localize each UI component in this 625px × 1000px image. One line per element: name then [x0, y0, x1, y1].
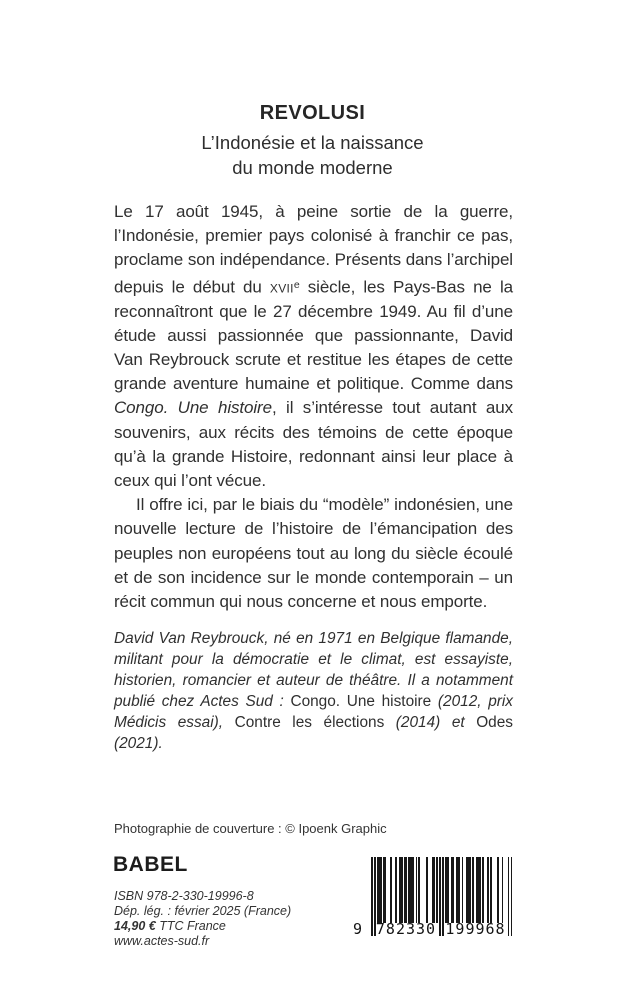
- barcode-bar: [462, 857, 464, 923]
- text-segment: siècle, les Pays-Bas ne la reconnaîtront que le 27 décembre 1949. Au fil d’une étude aussi passionnée que passionnante, David Van Reybrouck scrute et restitue les étapes de cette grande aventure humaine et politique. Comme dans: [114, 277, 513, 394]
- barcode-bar: [511, 857, 513, 936]
- text-segment: (2021).: [114, 735, 163, 753]
- text-segment: Il offre ici, par le biais du “modèle” indonésien, une nouvelle lecture de l’histoire de l’émancipation des peuples non européens tout au long du siècle écoulé et de son incidence sur le monde contemporain – un récit commun qui nous concerne et nous emporte.: [114, 495, 513, 611]
- text-segment: Contre les élections: [223, 714, 385, 732]
- author-bio: [114, 628, 513, 754]
- text-segment: Congo. Une histoire: [290, 693, 432, 711]
- text-segment: (2012, prix Médicis essai),: [114, 693, 513, 732]
- legal-block: [114, 889, 291, 949]
- barcode-bar: [479, 857, 481, 923]
- synopsis-paragraph: [114, 493, 513, 614]
- barcode-bar: [497, 857, 499, 923]
- title-block: [0, 102, 625, 180]
- barcode-bar: [472, 857, 474, 923]
- barcode-bar: [433, 857, 435, 923]
- text-segment: David Van Reybrouck, né en 1971 en Belgique flamande, militant pour la démocratie et le climat, est essayiste, historien, romancier et auteur de théâtre. Il a notamment publié chez Actes Sud :: [114, 630, 513, 711]
- barcode-bar: [390, 857, 392, 923]
- isbn: ISBN 978-2-330-19996-8: [114, 889, 254, 903]
- barcode-digits-right-group: 199968: [445, 920, 506, 938]
- barcode-digits-left-group: 782330: [375, 920, 437, 938]
- price: [114, 919, 291, 934]
- barcode-bar: [459, 857, 461, 923]
- imprint-logo: BABEL: [113, 853, 188, 876]
- text-segment: Le 17 août 1945, à peine sortie de la guerre, l’Indonésie, premier pays colonisé à franchir ce pas, proclame son indépendance. Présents dans l’archipel depuis le début du: [114, 202, 513, 297]
- book-subtitle-line1: L’Indonésie et la naissance: [201, 132, 424, 153]
- barcode-bar: [436, 857, 438, 923]
- book-subtitle-line2: du monde moderne: [232, 157, 393, 178]
- barcode-bar: [453, 857, 455, 923]
- synopsis-paragraph: [114, 200, 513, 493]
- barcode-bar: [395, 857, 397, 923]
- barcode-bar: [487, 857, 489, 923]
- text-segment: xvii: [269, 277, 294, 297]
- text-segment: Odes: [464, 714, 513, 732]
- legal-deposit: Dép. lég. : février 2025 (France): [114, 904, 292, 918]
- barcode-bar: [502, 857, 504, 923]
- barcode-bar: [439, 857, 441, 936]
- barcode-bar: [482, 857, 484, 923]
- text-column: [114, 200, 513, 754]
- barcode-bar: [384, 857, 386, 923]
- barcode-bar: [380, 857, 382, 923]
- text-segment: e: [293, 278, 300, 291]
- text-segment: 14,90 €: [114, 919, 156, 933]
- barcode-bar: [426, 857, 428, 923]
- text-segment: (2014) et: [384, 714, 465, 732]
- synopsis: [114, 200, 513, 614]
- text-segment: TTC France: [155, 919, 226, 933]
- barcode-bar: [405, 857, 407, 923]
- book-title: REVOLUSI: [259, 102, 366, 124]
- barcode-bar: [401, 857, 403, 923]
- barcode-bar: [413, 857, 415, 923]
- barcode-bar: [490, 857, 492, 923]
- text-segment: Congo. Une histoire: [114, 398, 272, 418]
- barcode-bar: [371, 857, 373, 936]
- barcode-bar: [416, 857, 418, 923]
- website: www.actes-sud.fr: [114, 934, 210, 948]
- barcode-bar: [469, 857, 471, 923]
- cover-photo-credit: Photographie de couverture : © Ipoenk Graphic: [114, 821, 387, 836]
- barcode-digit-9: 9: [353, 920, 363, 938]
- barcode-bar: [418, 857, 420, 923]
- text-segment: , il s’intéresse tout autant aux souvenirs, aux récits des témoins de cette époque qu’à la grande Histoire, redonnant ainsi leur place à ceux qui l’ont vécue.: [114, 398, 513, 490]
- ean-barcode: [353, 857, 515, 947]
- barcode-bar: [447, 857, 449, 923]
